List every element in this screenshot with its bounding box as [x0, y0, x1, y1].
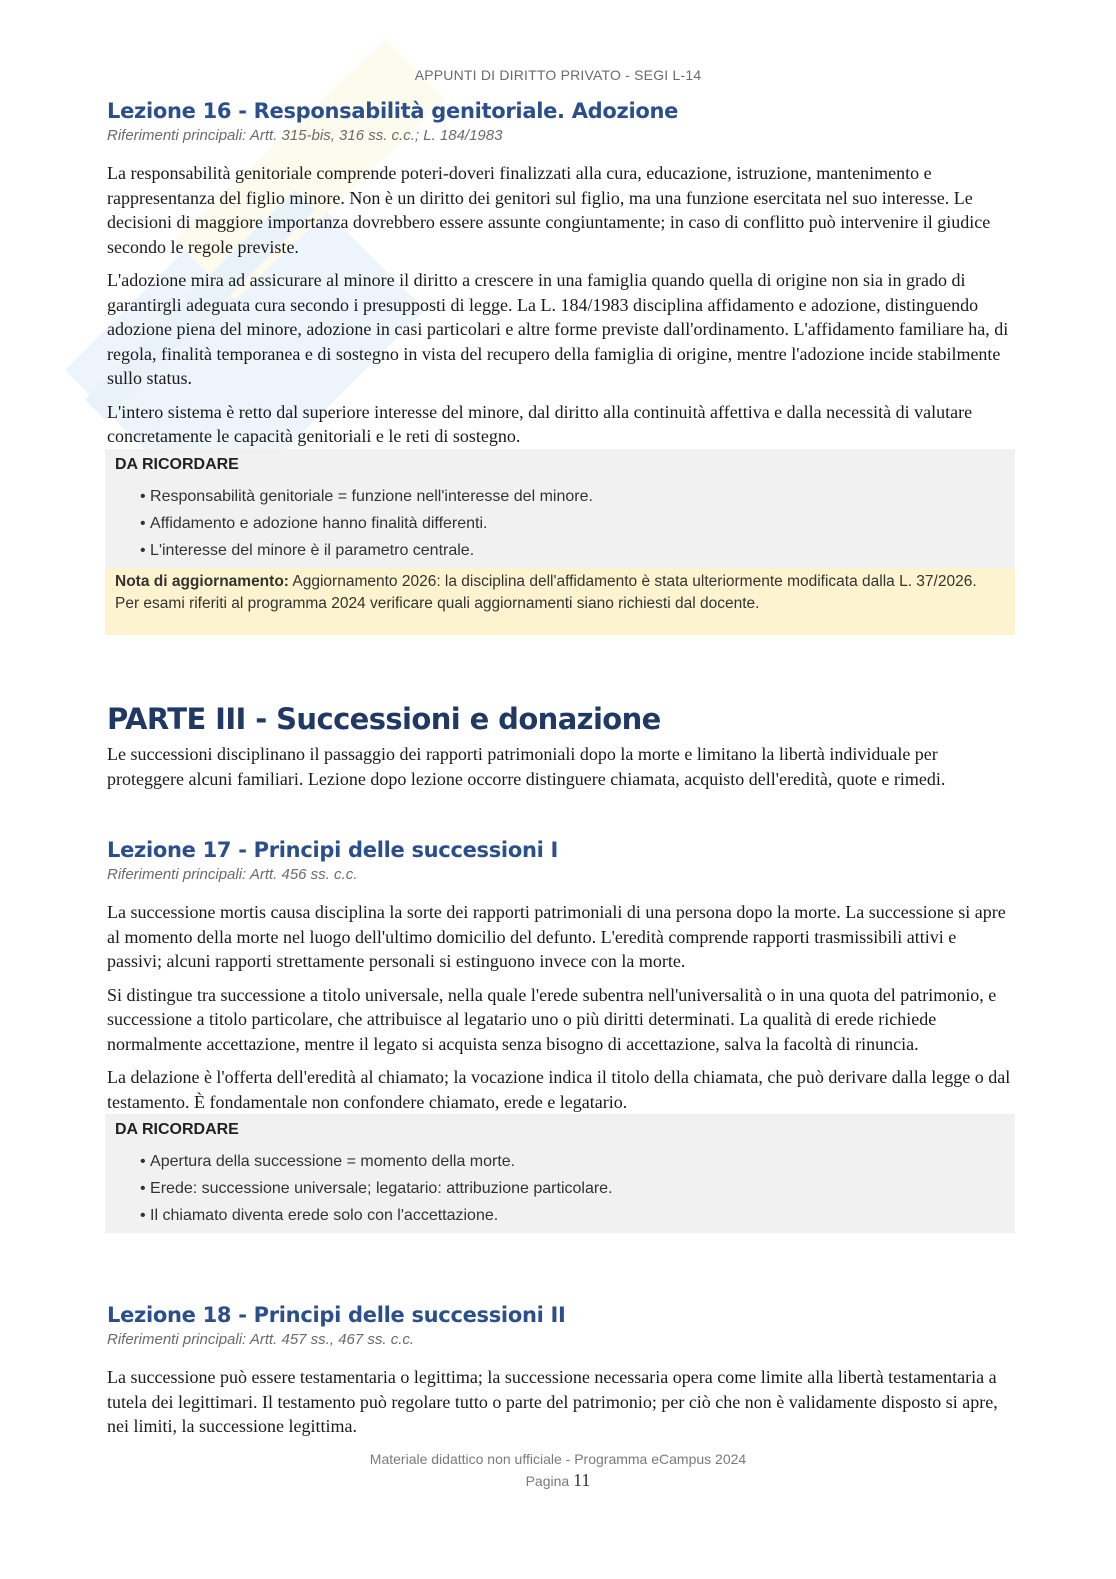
update-note	[105, 568, 1015, 635]
part-title: PARTE III - Successioni e donazione	[107, 702, 661, 736]
part-3-section	[107, 701, 1013, 800]
lesson-18-section	[107, 1301, 1013, 1448]
remember-title: DA RICORDARE	[115, 1121, 239, 1138]
lesson-17-paragraph: La delazione è l'offerta dell'eredità al chiamato; la vocazione indica il titolo della chiamata, che può derivare dalla legge o dal testamento. È fondamentale non confondere chiamato, erede e legatario.	[107, 1067, 1011, 1112]
page-header: APPUNTI DI DIRITTO PRIVATO - SEGI L-14	[414, 67, 702, 83]
remember-list	[115, 1148, 1005, 1229]
part-intro: Le successioni disciplinano il passaggio dei rapporti patrimoniali dopo la morte e limitano la libertà individuale per proteggere alcuni familiari. Lezione dopo lezione occorre distinguere chiamata, acquisto dell'eredità, quote e rimedi.	[107, 744, 946, 789]
lesson-16-section	[107, 97, 1013, 635]
remember-list	[115, 483, 1005, 564]
remember-item: • Apertura della successione = momento della morte.	[140, 1148, 1005, 1175]
remember-item: • Responsabilità genitoriale = funzione nell'interesse del minore.	[140, 483, 1005, 510]
remember-title: DA RICORDARE	[115, 455, 239, 473]
lesson-18-paragraph: La successione può essere testamentaria o legittima; la successione necessaria opera come limite alla libertà testamentaria a tutela dei legittimari. Il testamento può regolare tutto o parte del patrimonio; per ciò che non è validamente disposto si apre, nei limiti, la successione legittima.	[107, 1367, 998, 1436]
lesson-16-paragraph: L'intero sistema è retto dal superiore interesse del minore, dal diritto alla continuità affettiva e dalla necessità di valutare concretamente le capacità genitoriali e le reti di sostegno.	[107, 401, 973, 446]
lesson-17-paragraph: Si distingue tra successione a titolo universale, nella quale l'erede subentra nell'universalità o in una quota del patrimonio, e successione a titolo particolare, che attribuisce al legatario uno o più diritti determinati. La qualità di erede richiede normalmente accettazione, mentre il legato si acquista senza bisogno di accettazione, salva la facoltà di rinuncia.	[107, 984, 997, 1054]
lesson-17-paragraph: La successione mortis causa disciplina la sorte dei rapporti patrimoniali di una persona dopo la morte. La successione si apre al momento della morte nel luogo dell'ultimo domicilio del defunto. L'eredità comprende rapporti trasmissibili attivi e passivi; alcuni rapporti strettamente personali si estinguono invece con la morte.	[107, 902, 1006, 971]
lesson-16-title: Lezione 16 - Responsabilità genitoriale. Adozione	[107, 99, 679, 123]
lesson-18-refs: Riferimenti principali: Artt. 457 ss., 467 ss. c.c.	[107, 1331, 415, 1348]
page-number: 11	[573, 1470, 591, 1490]
remember-item: • Il chiamato diventa erede solo con l'accettazione.	[140, 1202, 1005, 1229]
lesson-16-paragraph: La responsabilità genitoriale comprende poteri-doveri finalizzati alla cura, educazione, istruzione, mantenimento e rappresentanza del figlio minore. Non è un diritto dei genitori sul figlio, ma una funzione esercitata nel suo interesse. Le decisioni di maggiore importanza dovrebbero essere assunte congiuntamente; in caso di conflitto può intervenire il giudice secondo le regole previste.	[107, 163, 991, 257]
page-footer: Materiale didattico non ufficiale - Programma eCampus 2024	[369, 1451, 747, 1467]
remember-item: • Affidamento e adozione hanno finalità differenti.	[140, 510, 1005, 537]
remember-item: • Erede: successione universale; legatario: attribuzione particolare.	[140, 1175, 1005, 1202]
remember-box	[105, 449, 1015, 568]
lesson-17-title: Lezione 17 - Principi delle successioni I	[107, 838, 559, 862]
lesson-17-section	[107, 836, 1013, 1233]
update-note-label: Nota di aggiornamento:	[115, 572, 289, 590]
remember-box	[105, 1114, 1015, 1233]
update-note-text: Aggiornamento 2026: la disciplina dell'affidamento è stata ulteriormente modificata dalla L. 37/2026. Per esami riferiti al programma 2024 verificare quali aggiornamenti siano richiesti dal docente.	[115, 572, 977, 612]
lesson-17-refs: Riferimenti principali: Artt. 456 ss. c.c.	[107, 866, 358, 883]
lesson-18-title: Lezione 18 - Principi delle successioni II	[107, 1303, 566, 1327]
lesson-16-paragraph: L'adozione mira ad assicurare al minore il diritto a crescere in una famiglia quando quella di origine non sia in grado di garantirgli adeguata cura secondo i presupposti di legge. La L. 184/1983 disciplina affidamento e adozione, distinguendo adozione piena del minore, adozione in casi particolari e altre forme previste dall'ordinamento. L'affidamento familiare ha, di regola, finalità temporanea e di sostegno in vista del recupero della famiglia di origine, mentre l'adozione incide stabilmente sullo status.	[107, 270, 1009, 388]
lesson-16-refs: Riferimenti principali: Artt. 315-bis, 316 ss. c.c.; L. 184/1983	[107, 127, 503, 144]
page-number-line	[0, 1470, 1116, 1491]
remember-item: • L'interesse del minore è il parametro centrale.	[140, 537, 1005, 564]
page-label: Pagina	[525, 1473, 570, 1489]
